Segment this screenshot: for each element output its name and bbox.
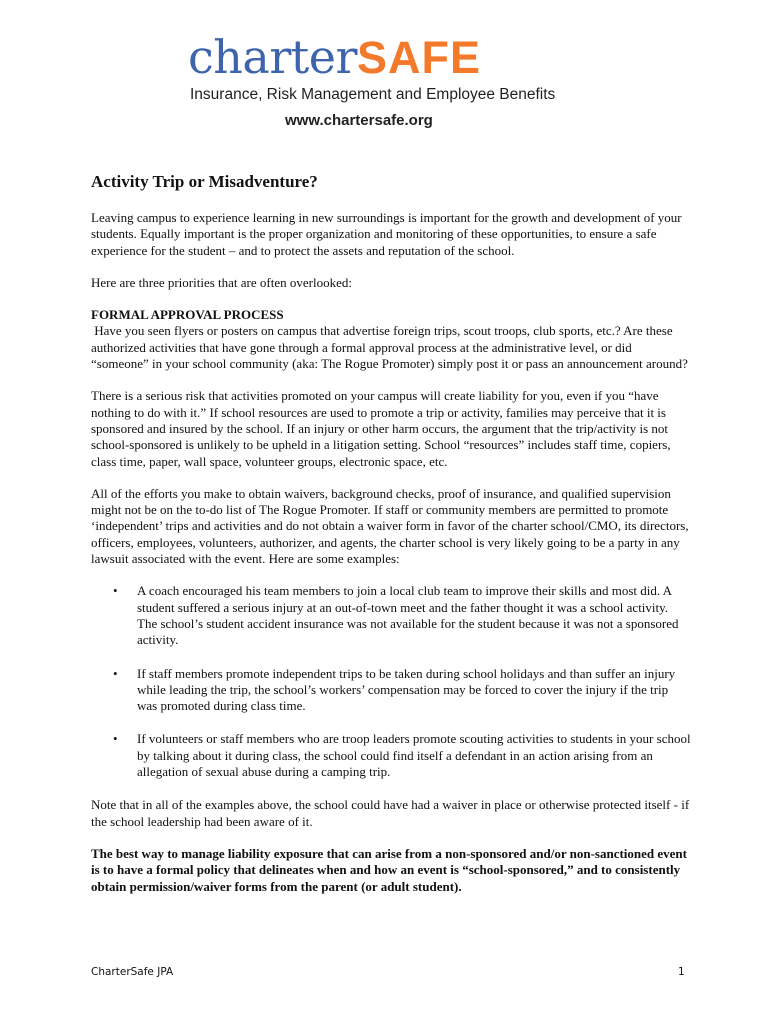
- intro-paragraph: Leaving campus to experience learning in new surroundings is important for the growth and development of your students. Equally important is the proper organization and monitoring of these opportunities, to ensure a safe experience for the student – and to protect the assets and reputation of the school.: [91, 210, 682, 258]
- list-item: [91, 666, 691, 715]
- section-heading: FORMAL APPROVAL PROCESS: [91, 307, 284, 323]
- conclusion-paragraph: The best way to manage liability exposure that can arise from a non-sponsored and/or non-sanctioned event is to have a formal policy that delineates when and how an event is “school-sponsored,” and to consistently obtain permission/waiver forms from the parent (or adult student).: [91, 845, 687, 894]
- priorities-intro: Here are three priorities that are often overlooked:: [91, 274, 352, 290]
- logo-wordmark: [188, 30, 481, 85]
- footer-org-name: CharterSafe JPA: [91, 966, 174, 978]
- logo-url: www.chartersafe.org: [285, 112, 433, 129]
- list-item: [91, 583, 691, 648]
- example-text: A coach encouraged his team members to join a local club team to improve their skills and most did. A student suffered a serious injury at an out-of-town meet and the father thought it was a school activity. The school’s student accident insurance was not available for the student because it was not a sponsored activity.: [137, 583, 679, 648]
- example-text: If volunteers or staff members who are troop leaders promote scouting activities to students in your school by talking about it during class, the school could find itself a defendant in an action arising from an allegation of sexual abuse during a camping trip.: [137, 731, 691, 780]
- page-title: Activity Trip or Misadventure?: [91, 172, 318, 191]
- list-item: [91, 731, 691, 780]
- bullet-icon: •: [113, 731, 118, 747]
- approval-paragraph: Have you seen flyers or posters on campus that advertise foreign trips, scout troops, club sports, etc.? Are these authorized activities that have gone through a formal approval process at the administrative level, or did “someone” in your school community (aka: The Rogue Promoter) simply post it or pass an announcement around?: [91, 323, 688, 372]
- example-text: If staff members promote independent trips to be taken during school holidays and than suffer an injury while leading the trip, the school’s workers’ compensation may be forced to cover the injury if the trip was promoted during class time.: [137, 665, 676, 714]
- efforts-paragraph: All of the efforts you make to obtain waivers, background checks, proof of insurance, and qualified supervision might not be on the to-do list of The Rogue Promoter. If staff or community members are permitted to promote ‘independent’ trips and activities and do not obtain a waiver form in favor of the charter school/CMO, its directors, officers, employees, volunteers, authorizer, and agents, the charter school is very likely going to be a party in any lawsuit associated with the event. Here are some examples:: [91, 485, 689, 567]
- note-paragraph: Note that in all of the examples above, the school could have had a waiver in place or otherwise protected itself - if the school leadership had been aware of it.: [91, 797, 690, 829]
- examples-list: [91, 583, 691, 780]
- logo-word-charter: charter: [188, 30, 357, 84]
- chartersafe-logo: [188, 30, 556, 140]
- page-number: 1: [678, 966, 685, 978]
- risk-paragraph: There is a serious risk that activities promoted on your campus will create liability for you, even if you “have nothing to do with it.” If school resources are used to promote a trip or activity, families may perceive that it is sponsored and insured by the school. If an injury or other harm occurs, the argument that the trip/activity is not school-sponsored is unlikely to be upheld in a litigation setting. School “resources” includes staff time, copiers, class time, paper, wall space, volunteer groups, electronic space, etc.: [91, 388, 671, 469]
- bullet-icon: •: [113, 665, 118, 681]
- bullet-icon: •: [113, 583, 118, 599]
- logo-word-safe: SAFE: [357, 32, 482, 83]
- document-body: [91, 172, 691, 911]
- logo-tagline: Insurance, Risk Management and Employee Benefits: [190, 86, 556, 103]
